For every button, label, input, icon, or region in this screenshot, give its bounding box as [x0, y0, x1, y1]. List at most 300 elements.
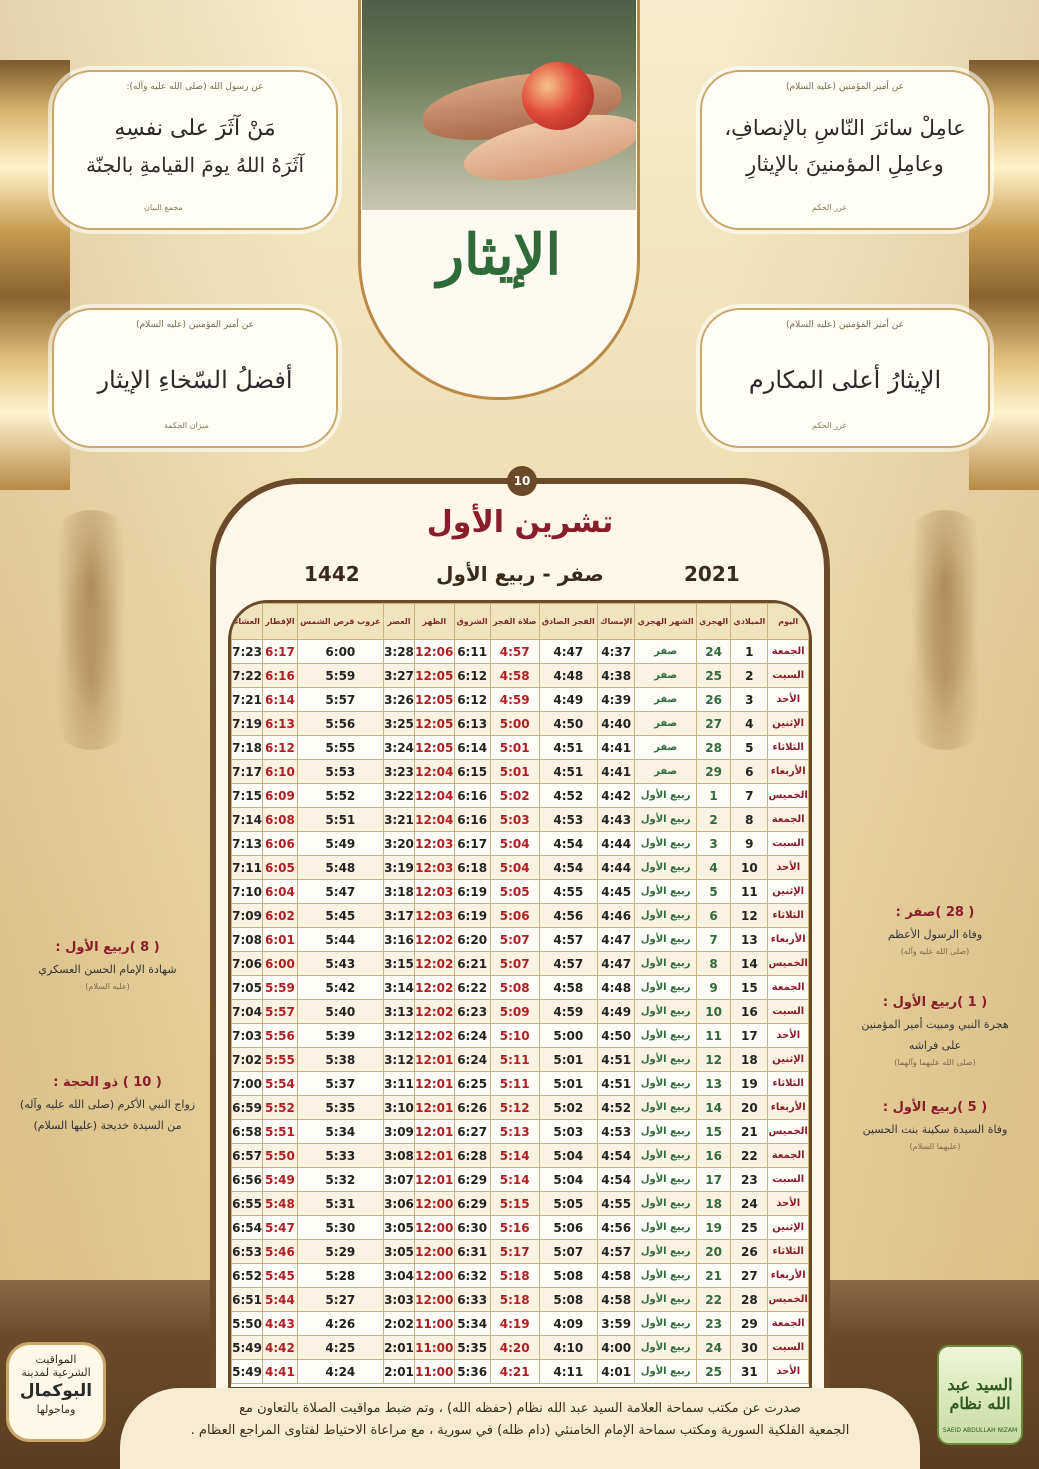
- table-cell: 6:06: [263, 832, 298, 856]
- table-cell: 5:10: [490, 1024, 539, 1048]
- table-cell: 6:16: [454, 784, 490, 808]
- table-cell: 6:54: [232, 1216, 263, 1240]
- table-cell: 12:00: [415, 1240, 454, 1264]
- quote-line-1: عامِلْ سائرَ النّاسِ بالإنصافِ،: [724, 116, 966, 140]
- table-cell: 4:21: [490, 1360, 539, 1384]
- table-cell: 18: [731, 1048, 768, 1072]
- table-cell: 5:28: [297, 1264, 383, 1288]
- table-cell: 13: [696, 1072, 730, 1096]
- table-cell: 5:01: [490, 760, 539, 784]
- office-logo: [937, 1345, 1023, 1445]
- table-cell: 7:08: [232, 928, 263, 952]
- table-cell: 5:34: [454, 1312, 490, 1336]
- table-row: [232, 808, 809, 832]
- table-cell: 5:52: [297, 784, 383, 808]
- column-header: الظهر: [415, 604, 454, 640]
- table-cell: ربيع الأول: [635, 1144, 696, 1168]
- table-cell: 6:32: [454, 1264, 490, 1288]
- table-row: [232, 1336, 809, 1360]
- table-cell: 12:02: [415, 928, 454, 952]
- table-cell: 5:59: [297, 664, 383, 688]
- table-cell: صفر: [635, 640, 696, 664]
- table-cell: 3:24: [383, 736, 414, 760]
- table-cell: 6:18: [454, 856, 490, 880]
- table-cell: 6:12: [454, 664, 490, 688]
- quote-line-1: الإيثارُ أعلى المكارم: [748, 366, 942, 394]
- table-cell: 12: [696, 1048, 730, 1072]
- table-row: [232, 1144, 809, 1168]
- table-cell: ربيع الأول: [635, 1120, 696, 1144]
- table-cell: 6:14: [454, 736, 490, 760]
- table-cell: 4:56: [539, 904, 597, 928]
- quote-line-2: آثَرَهُ اللهُ يومَ القيامةِ بالجنّة: [85, 153, 305, 177]
- table-cell: 21: [696, 1264, 730, 1288]
- column-header: الهجري: [696, 604, 730, 640]
- logo-text: السيد عبد الله نظام: [947, 1375, 1013, 1413]
- table-cell: 5:43: [297, 952, 383, 976]
- table-cell: 5:03: [539, 1120, 597, 1144]
- table-cell: 4:42: [263, 1336, 298, 1360]
- table-row: [232, 1360, 809, 1384]
- table-cell: 5:02: [490, 784, 539, 808]
- table-cell: 6: [696, 904, 730, 928]
- quote-source: عن أمير المؤمنين (عليه السلام): [786, 82, 904, 92]
- event-note: [10, 940, 205, 991]
- table-cell: 5:40: [297, 1000, 383, 1024]
- table-cell: 4:53: [598, 1120, 635, 1144]
- table-cell: 14: [696, 1096, 730, 1120]
- table-cell: 12:03: [415, 880, 454, 904]
- quote-card-top-right: [700, 70, 990, 230]
- table-cell: 29: [696, 760, 730, 784]
- table-cell: 5:07: [539, 1240, 597, 1264]
- event-honorific: (صلى الله عليهما وآلهما): [894, 1058, 976, 1067]
- badge-line-3: وماحولها: [36, 1403, 76, 1416]
- table-cell: الجمعة: [768, 640, 809, 664]
- table-row: [232, 688, 809, 712]
- table-cell: 12:01: [415, 1096, 454, 1120]
- table-cell: 3:13: [383, 1000, 414, 1024]
- table-cell: 5:32: [297, 1168, 383, 1192]
- table-cell: 5:08: [539, 1288, 597, 1312]
- table-cell: 3:09: [383, 1120, 414, 1144]
- table-cell: 7:11: [232, 856, 263, 880]
- table-cell: ربيع الأول: [635, 1240, 696, 1264]
- table-row: [232, 1072, 809, 1096]
- table-cell: 5:56: [263, 1024, 298, 1048]
- table-cell: 7:14: [232, 808, 263, 832]
- table-cell: 3:11: [383, 1072, 414, 1096]
- table-cell: 5:35: [454, 1336, 490, 1360]
- table-cell: 5:14: [490, 1144, 539, 1168]
- table-cell: 4:57: [539, 952, 597, 976]
- table-cell: الجمعة: [768, 808, 809, 832]
- table-cell: 3:22: [383, 784, 414, 808]
- table-cell: 5:04: [539, 1168, 597, 1192]
- table-cell: الثلاثاء: [768, 904, 809, 928]
- table-cell: 30: [731, 1336, 768, 1360]
- table-cell: 12:01: [415, 1168, 454, 1192]
- table-cell: 5:47: [263, 1216, 298, 1240]
- table-row: [232, 736, 809, 760]
- table-cell: 4:46: [598, 904, 635, 928]
- table-cell: 14: [731, 952, 768, 976]
- table-row: [232, 784, 809, 808]
- ornament-left: [46, 510, 136, 750]
- table-cell: صفر: [635, 712, 696, 736]
- table-cell: 4:51: [539, 760, 597, 784]
- table-cell: 4:09: [539, 1312, 597, 1336]
- table-cell: 3:17: [383, 904, 414, 928]
- table-cell: 5:51: [263, 1120, 298, 1144]
- table-cell: 7:06: [232, 952, 263, 976]
- table-row: [232, 640, 809, 664]
- table-cell: 6:11: [454, 640, 490, 664]
- table-cell: 5:12: [490, 1096, 539, 1120]
- table-cell: ربيع الأول: [635, 1096, 696, 1120]
- table-cell: 5:45: [263, 1264, 298, 1288]
- table-cell: 5:59: [263, 976, 298, 1000]
- table-cell: صفر: [635, 688, 696, 712]
- table-cell: ربيع الأول: [635, 1288, 696, 1312]
- table-cell: 6:20: [454, 928, 490, 952]
- footer-line-2: الجمعية الفلكية السورية ومكتب سماحة الإمام الخامنئي (دام ظله) في سورية ، مع مراعاة الاحتياط لفتاوى المراجع العظام .: [190, 1423, 850, 1438]
- table-cell: 4:51: [598, 1072, 635, 1096]
- table-cell: 4:44: [598, 856, 635, 880]
- table-cell: الأحد: [768, 688, 809, 712]
- table-cell: ربيع الأول: [635, 1360, 696, 1384]
- table-cell: 6:51: [232, 1288, 263, 1312]
- table-cell: 5:49: [297, 832, 383, 856]
- table-cell: السبت: [768, 1000, 809, 1024]
- table-cell: 5:55: [297, 736, 383, 760]
- table-row: [232, 1168, 809, 1192]
- table-cell: ربيع الأول: [635, 1216, 696, 1240]
- table-row: [232, 664, 809, 688]
- table-cell: 5:29: [297, 1240, 383, 1264]
- table-cell: 6:12: [454, 688, 490, 712]
- column-header: الفجر الصادق: [539, 604, 597, 640]
- table-cell: 5:57: [263, 1000, 298, 1024]
- table-cell: 8: [731, 808, 768, 832]
- table-cell: ربيع الأول: [635, 904, 696, 928]
- table-cell: 5:39: [297, 1024, 383, 1048]
- table-cell: 5:52: [263, 1096, 298, 1120]
- table-cell: 6:29: [454, 1192, 490, 1216]
- table-cell: 4:41: [598, 736, 635, 760]
- table-cell: ربيع الأول: [635, 1264, 696, 1288]
- table-cell: 4:49: [598, 1000, 635, 1024]
- table-cell: 7: [731, 784, 768, 808]
- table-cell: 3: [696, 832, 730, 856]
- event-note: [840, 1100, 1030, 1151]
- table-cell: 4:01: [598, 1360, 635, 1384]
- table-cell: السبت: [768, 1168, 809, 1192]
- table-cell: 4:58: [598, 1264, 635, 1288]
- table-cell: 5:07: [490, 928, 539, 952]
- table-cell: 4:51: [539, 736, 597, 760]
- table-cell: 3:08: [383, 1144, 414, 1168]
- table-cell: 5:31: [297, 1192, 383, 1216]
- table-cell: 4:54: [598, 1144, 635, 1168]
- table-cell: 12:04: [415, 808, 454, 832]
- table-cell: 4:50: [598, 1024, 635, 1048]
- table-cell: 6: [731, 760, 768, 784]
- table-cell: 5:09: [490, 1000, 539, 1024]
- table-cell: 6:27: [454, 1120, 490, 1144]
- table-cell: الأحد: [768, 1192, 809, 1216]
- table-cell: 6:19: [454, 904, 490, 928]
- table-cell: 6:10: [263, 760, 298, 784]
- table-cell: 4:58: [598, 1288, 635, 1312]
- table-cell: 12:03: [415, 856, 454, 880]
- table-cell: 5:03: [490, 808, 539, 832]
- table-cell: 4:51: [598, 1048, 635, 1072]
- table-cell: 5:34: [297, 1120, 383, 1144]
- column-header: اليوم: [768, 604, 809, 640]
- table-cell: 6:16: [263, 664, 298, 688]
- table-cell: 12:01: [415, 1120, 454, 1144]
- table-cell: ربيع الأول: [635, 1048, 696, 1072]
- table-cell: السبت: [768, 1336, 809, 1360]
- table-cell: 6:56: [232, 1168, 263, 1192]
- gregorian-year: 2021: [684, 562, 740, 586]
- table-cell: 4:59: [539, 1000, 597, 1024]
- table-cell: 24: [696, 1336, 730, 1360]
- table-cell: 7:15: [232, 784, 263, 808]
- table-row: [232, 712, 809, 736]
- table-cell: 5:05: [539, 1192, 597, 1216]
- table-cell: 3:15: [383, 952, 414, 976]
- table-cell: 11:00: [415, 1312, 454, 1336]
- table-cell: 6:31: [454, 1240, 490, 1264]
- table-cell: 6:53: [232, 1240, 263, 1264]
- table-row: [232, 1264, 809, 1288]
- table-cell: 1: [696, 784, 730, 808]
- quote-line-1: مَنْ آثَرَ على نفسِهِ: [114, 116, 276, 141]
- table-cell: 4:24: [297, 1360, 383, 1384]
- table-cell: صفر: [635, 664, 696, 688]
- table-cell: 5:08: [490, 976, 539, 1000]
- table-row: [232, 1024, 809, 1048]
- table-cell: 5:47: [297, 880, 383, 904]
- table-header-row: [232, 604, 809, 640]
- table-cell: 6:13: [454, 712, 490, 736]
- month-title: تشرين الأول: [426, 505, 614, 540]
- table-row: [232, 928, 809, 952]
- table-cell: 4:59: [490, 688, 539, 712]
- badge-line-1: المواقيت: [35, 1353, 77, 1366]
- table-cell: 5:17: [490, 1240, 539, 1264]
- table-cell: 5:08: [539, 1264, 597, 1288]
- table-cell: 6:00: [263, 952, 298, 976]
- table-cell: 11:00: [415, 1336, 454, 1360]
- table-cell: 13: [731, 928, 768, 952]
- table-cell: 5:49: [232, 1336, 263, 1360]
- table-cell: 6:16: [454, 808, 490, 832]
- table-cell: 7:21: [232, 688, 263, 712]
- table-cell: 4:58: [490, 664, 539, 688]
- logo-subtitle: SAEID ABDULLAH NIZAM: [942, 1427, 1018, 1434]
- table-cell: 20: [731, 1096, 768, 1120]
- table-cell: 6:24: [454, 1048, 490, 1072]
- table-cell: ربيع الأول: [635, 1000, 696, 1024]
- event-text: شهادة الإمام الحسن العسكري: [38, 963, 177, 976]
- event-title: ( 10 ) ذو الحجة :: [53, 1075, 162, 1090]
- table-cell: 28: [696, 736, 730, 760]
- table-cell: 12:00: [415, 1192, 454, 1216]
- table-cell: 5:05: [490, 880, 539, 904]
- table-cell: 25: [696, 1360, 730, 1384]
- table-cell: 5:11: [490, 1048, 539, 1072]
- table-row: [232, 1120, 809, 1144]
- quote-line-1: أفضلُ السّخاءِ الإيثار: [97, 366, 293, 394]
- column-header: الإمساك: [598, 604, 635, 640]
- table-cell: الجمعة: [768, 1144, 809, 1168]
- table-cell: 5: [696, 880, 730, 904]
- table-cell: 6:30: [454, 1216, 490, 1240]
- table-cell: 6:26: [454, 1096, 490, 1120]
- table-cell: 6:02: [263, 904, 298, 928]
- table-cell: 6:33: [454, 1288, 490, 1312]
- table-cell: 6:09: [263, 784, 298, 808]
- hijri-year: 1442: [304, 562, 360, 586]
- table-cell: 19: [731, 1072, 768, 1096]
- column-header: صلاة الفجر: [490, 604, 539, 640]
- table-cell: الإثنين: [768, 880, 809, 904]
- table-cell: 3:05: [383, 1216, 414, 1240]
- table-cell: 5:57: [297, 688, 383, 712]
- table-cell: 4:41: [263, 1360, 298, 1384]
- apple-shape: [522, 62, 594, 130]
- quote-source: عن رسول الله (صلى الله عليه وآله):: [126, 82, 264, 92]
- table-cell: ربيع الأول: [635, 928, 696, 952]
- table-cell: 3:03: [383, 1288, 414, 1312]
- table-cell: 6:19: [454, 880, 490, 904]
- table-cell: 12:06: [415, 640, 454, 664]
- table-cell: الأربعاء: [768, 1096, 809, 1120]
- table-cell: 5:51: [297, 808, 383, 832]
- hands-with-apple-photo: [362, 0, 636, 210]
- table-cell: 5:01: [539, 1048, 597, 1072]
- event-honorific: (عليهما السلام): [909, 1142, 961, 1151]
- table-cell: 22: [696, 1288, 730, 1312]
- table-cell: 5:56: [297, 712, 383, 736]
- table-cell: 5:14: [490, 1168, 539, 1192]
- table-row: [232, 760, 809, 784]
- table-cell: 5:42: [297, 976, 383, 1000]
- table-cell: 12:04: [415, 784, 454, 808]
- table-cell: 4:45: [598, 880, 635, 904]
- table-cell: الثلاثاء: [768, 1240, 809, 1264]
- column-header: الإفطار: [263, 604, 298, 640]
- column-header: العصر: [383, 604, 414, 640]
- table-cell: 7:13: [232, 832, 263, 856]
- table-cell: 1: [731, 640, 768, 664]
- quote-reference: ميزان الحكمة: [164, 421, 209, 430]
- event-title: ( 5 )ربيع الأول :: [882, 1100, 988, 1115]
- table-cell: 18: [696, 1192, 730, 1216]
- table-cell: 6:12: [263, 736, 298, 760]
- table-cell: 6:52: [232, 1264, 263, 1288]
- table-cell: 2: [696, 808, 730, 832]
- table-cell: 10: [731, 856, 768, 880]
- table-cell: 3:07: [383, 1168, 414, 1192]
- table-cell: 6:04: [263, 880, 298, 904]
- table-cell: 6:14: [263, 688, 298, 712]
- quote-reference: غرر الحكم: [812, 421, 847, 430]
- table-cell: 4:57: [490, 640, 539, 664]
- table-cell: 3:59: [598, 1312, 635, 1336]
- table-cell: 4:19: [490, 1312, 539, 1336]
- table-cell: 12:02: [415, 952, 454, 976]
- city-badge: [6, 1342, 106, 1442]
- table-cell: 5:50: [232, 1312, 263, 1336]
- table-cell: 5:11: [490, 1072, 539, 1096]
- table-cell: 3:20: [383, 832, 414, 856]
- event-text: وفاة السيدة سكينة بنت الحسين: [862, 1123, 1008, 1136]
- table-cell: 12:01: [415, 1144, 454, 1168]
- quote-line-2: وعامِلِ المؤمنينَ بالإيثارِ: [746, 152, 944, 176]
- table-cell: 12:01: [415, 1072, 454, 1096]
- table-cell: الخميس: [768, 1120, 809, 1144]
- table-cell: السبت: [768, 664, 809, 688]
- table-row: [232, 1096, 809, 1120]
- table-cell: ربيع الأول: [635, 976, 696, 1000]
- table-cell: 25: [696, 664, 730, 688]
- table-cell: 6:22: [454, 976, 490, 1000]
- table-cell: 4:48: [598, 976, 635, 1000]
- table-cell: ربيع الأول: [635, 784, 696, 808]
- table-cell: 4:00: [598, 1336, 635, 1360]
- table-cell: الإثنين: [768, 1216, 809, 1240]
- table-cell: الأحد: [768, 856, 809, 880]
- table-cell: 2:02: [383, 1312, 414, 1336]
- table-cell: 6:13: [263, 712, 298, 736]
- table-cell: 3:23: [383, 760, 414, 784]
- table-row: [232, 856, 809, 880]
- table-row: [232, 1192, 809, 1216]
- table-cell: 26: [696, 688, 730, 712]
- table-cell: 8: [696, 952, 730, 976]
- table-cell: 7:09: [232, 904, 263, 928]
- table-cell: 3: [731, 688, 768, 712]
- table-cell: 22: [731, 1144, 768, 1168]
- table-cell: 2:01: [383, 1360, 414, 1384]
- table-cell: 4: [696, 856, 730, 880]
- table-cell: الأحد: [768, 1024, 809, 1048]
- table-cell: 5:27: [297, 1288, 383, 1312]
- table-cell: 4:57: [539, 928, 597, 952]
- quote-card-top-left: [52, 70, 338, 230]
- table-cell: 5:16: [490, 1216, 539, 1240]
- table-cell: الجمعة: [768, 976, 809, 1000]
- table-cell: 3:12: [383, 1048, 414, 1072]
- table-cell: 12: [731, 904, 768, 928]
- table-cell: 6:24: [454, 1024, 490, 1048]
- table-cell: 6:17: [263, 640, 298, 664]
- table-cell: 12:04: [415, 760, 454, 784]
- table-cell: الخميس: [768, 952, 809, 976]
- table-cell: ربيع الأول: [635, 1168, 696, 1192]
- table-cell: 31: [731, 1360, 768, 1384]
- table-cell: 3:26: [383, 688, 414, 712]
- table-cell: 5:55: [263, 1048, 298, 1072]
- table-cell: 4:42: [598, 784, 635, 808]
- badge-line-2: الشرعية لمدينة: [21, 1366, 91, 1379]
- table-cell: 15: [696, 1120, 730, 1144]
- table-cell: الإثنين: [768, 1048, 809, 1072]
